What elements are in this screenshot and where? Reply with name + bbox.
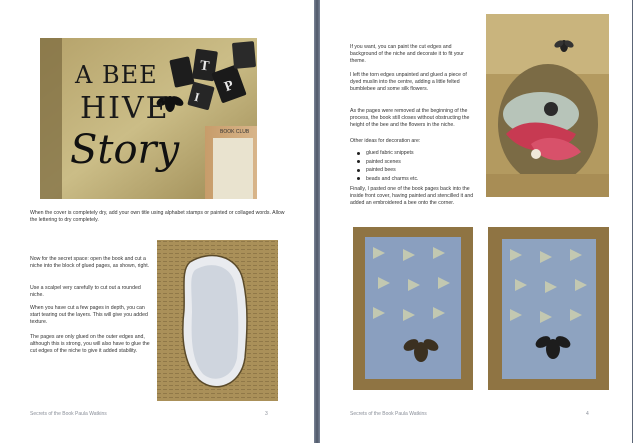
svg-text:T: T xyxy=(198,58,211,75)
page-number: 4 xyxy=(586,411,589,417)
list-item: glued fabric snippets xyxy=(356,149,418,158)
paragraph: Now for the secret space: open the book and cut a niche into the block of glued pages, as shown, right. xyxy=(30,256,150,270)
paragraph: I left the torn edges unpainted and glued a piece of dyed muslin into the centre, adding a little felted bumblebee and some silk flowers. xyxy=(350,72,467,93)
svg-text:I: I xyxy=(192,89,202,105)
paragraph: The pages are only glued on the outer edges and, although this is strong, you will also have to glue the cut edges of the niche to give it added stability. xyxy=(30,334,150,355)
svg-text:P: P xyxy=(222,78,236,96)
list-item: painted bees xyxy=(356,166,418,175)
paragraph: Use a scalpel very carefully to cut out a rounded niche. xyxy=(30,285,141,299)
cover-title-line1: A BEE xyxy=(75,61,158,89)
book-cover-photo xyxy=(40,38,257,199)
page-footer: Secrets of the Book Paula Watkins xyxy=(30,411,107,417)
page-3 xyxy=(0,0,314,443)
closing-paragraph: Finally, I pasted one of the book pages back into the inside front cover, having painted and stencilled it and added an embroidered a bee onto the corner. xyxy=(350,186,474,207)
page-4 xyxy=(320,0,632,443)
cover-caption: When the cover is completely dry, add your own title using alphabet stamps or painted or collaged words. Allow the lettering to dry completely. xyxy=(30,210,285,224)
page-number: 3 xyxy=(265,411,268,417)
stencil-photo-2 xyxy=(488,227,609,390)
paragraph: As the pages were removed at the beginning of the process, the book still closes without obstructing the height of the bee and the flowers in the niche. xyxy=(350,108,470,129)
decorated-niche-photo xyxy=(486,14,609,197)
ideas-list xyxy=(356,149,418,183)
cover-title-line3: Story xyxy=(70,127,180,173)
paragraph: Other ideas for decoration are: xyxy=(350,138,421,144)
niche-photo xyxy=(157,240,278,401)
paragraph: If you want, you can paint the cut edges and background of the niche and decorate it to fit your theme. xyxy=(350,44,464,65)
page-footer: Secrets of the Book Paula Watkins xyxy=(350,411,427,417)
list-item: beads and charms etc. xyxy=(356,175,418,184)
book-club-label: BOOK CLUB xyxy=(220,129,250,135)
book-cover-illustration xyxy=(40,38,257,199)
list-item: painted scenes xyxy=(356,158,418,167)
stencil-photo-1 xyxy=(353,227,473,390)
paragraph: When you have cut a few pages in depth, you can start tearing out the layers. This will give you added texture. xyxy=(30,305,148,326)
cover-title-line2: HIVE xyxy=(80,91,170,126)
